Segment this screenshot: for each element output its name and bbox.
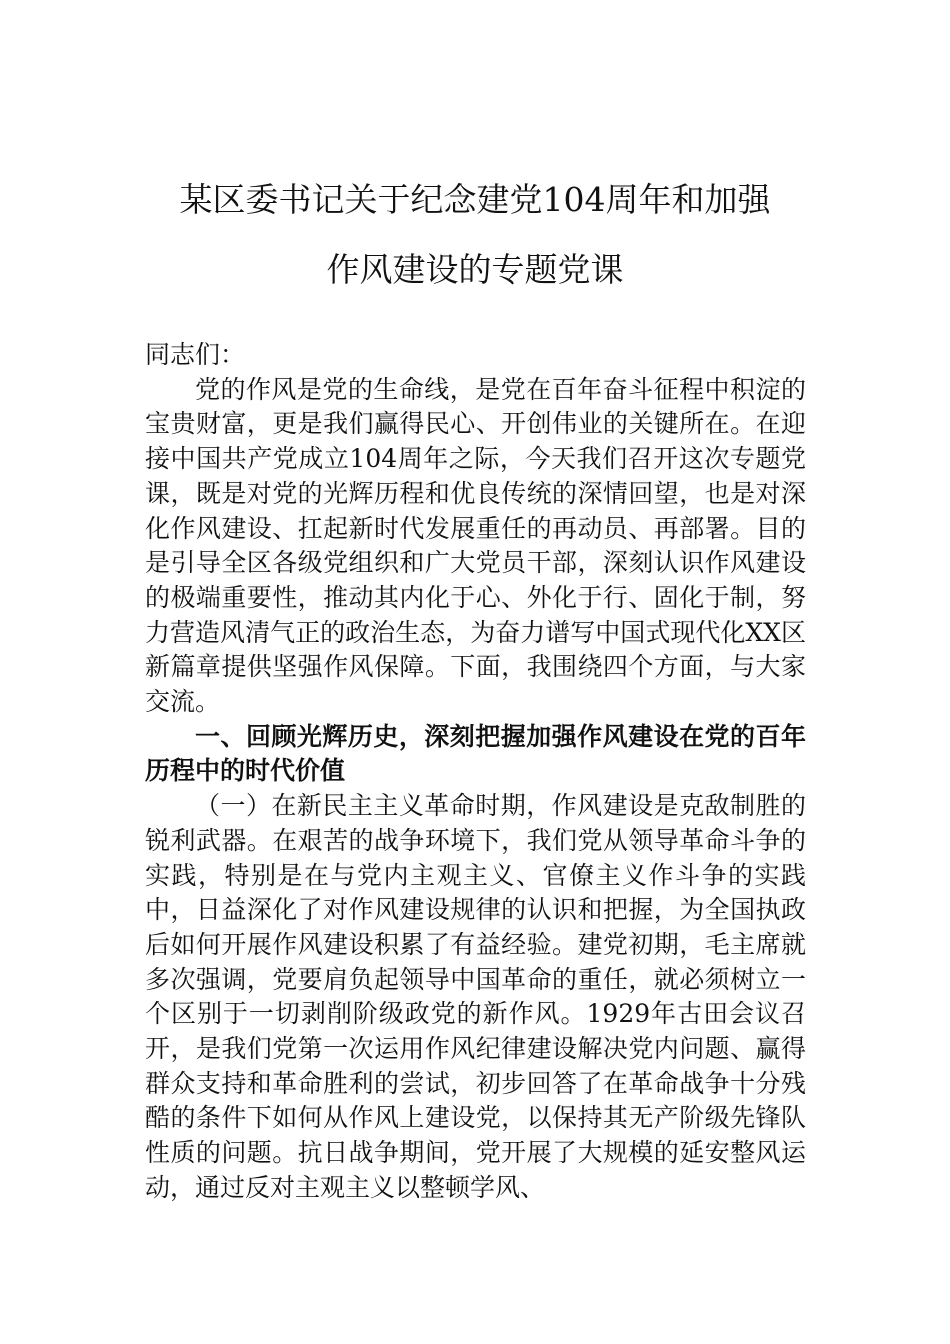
document-title-line-1: 某区委书记关于纪念建党104周年和加强: [179, 180, 771, 219]
paragraph-section-1-part-1: （一）在新民主主义革命时期，作风建设是克敌制胜的锐利武器。在艰苦的战争环境下，我们党从领导革命斗争的实践，特别是在与党内主观主义、官僚主义作斗争的实践中，日益深化了对作风建设规律的认识和把握，为全国执政后如何开展作风建设积累了有益经验。建党初期，毛主席就多次强调，党要肩负起领导中国革命的重任，就必须树立一个区别于一切剥削阶级政党的新作风。1929年古田会议召开，是我们党第一次运用作风纪律建设解决党内问题、赢得群众支持和革命胜利的尝试，初步回答了在革命战争十分残酷的条件下如何从作风上建设党，以保持其无产阶级先锋队性质的问题。抗日战争期间，党开展了大规模的延安整风运动，通过反对主观主义以整顿学风、: [145, 791, 806, 1202]
paragraph-introduction: 党的作风是党的生命线，是党在百年奋斗征程中积淀的宝贵财富，更是我们赢得民心、开创伟业的关键所在。在迎接中国共产党成立104周年之际，今天我们召开这次专题党课，既是对党的光辉历程和优良传统的深情回望，也是对深化作风建设、扛起新时代发展重任的再动员、再部署。目的是引导全区各级党组织和广大党员干部，深刻认识作风建设的极端重要性，推动其内化于心、外化于行、固化于制，努力营造风清气正的政治生态，为奋力谱写中国式现代化XX区新篇章提供坚强作风保障。下面，我围绕四个方面，与大家交流。: [145, 374, 806, 717]
salutation: 同志们：: [145, 340, 246, 369]
document-body: [145, 338, 806, 1206]
document-title-line-2: 作风建设的专题党课: [326, 250, 624, 289]
section-heading-1: 一、回顾光辉历史，深刻把握加强作风建设在党的百年历程中的时代价值: [145, 721, 806, 786]
